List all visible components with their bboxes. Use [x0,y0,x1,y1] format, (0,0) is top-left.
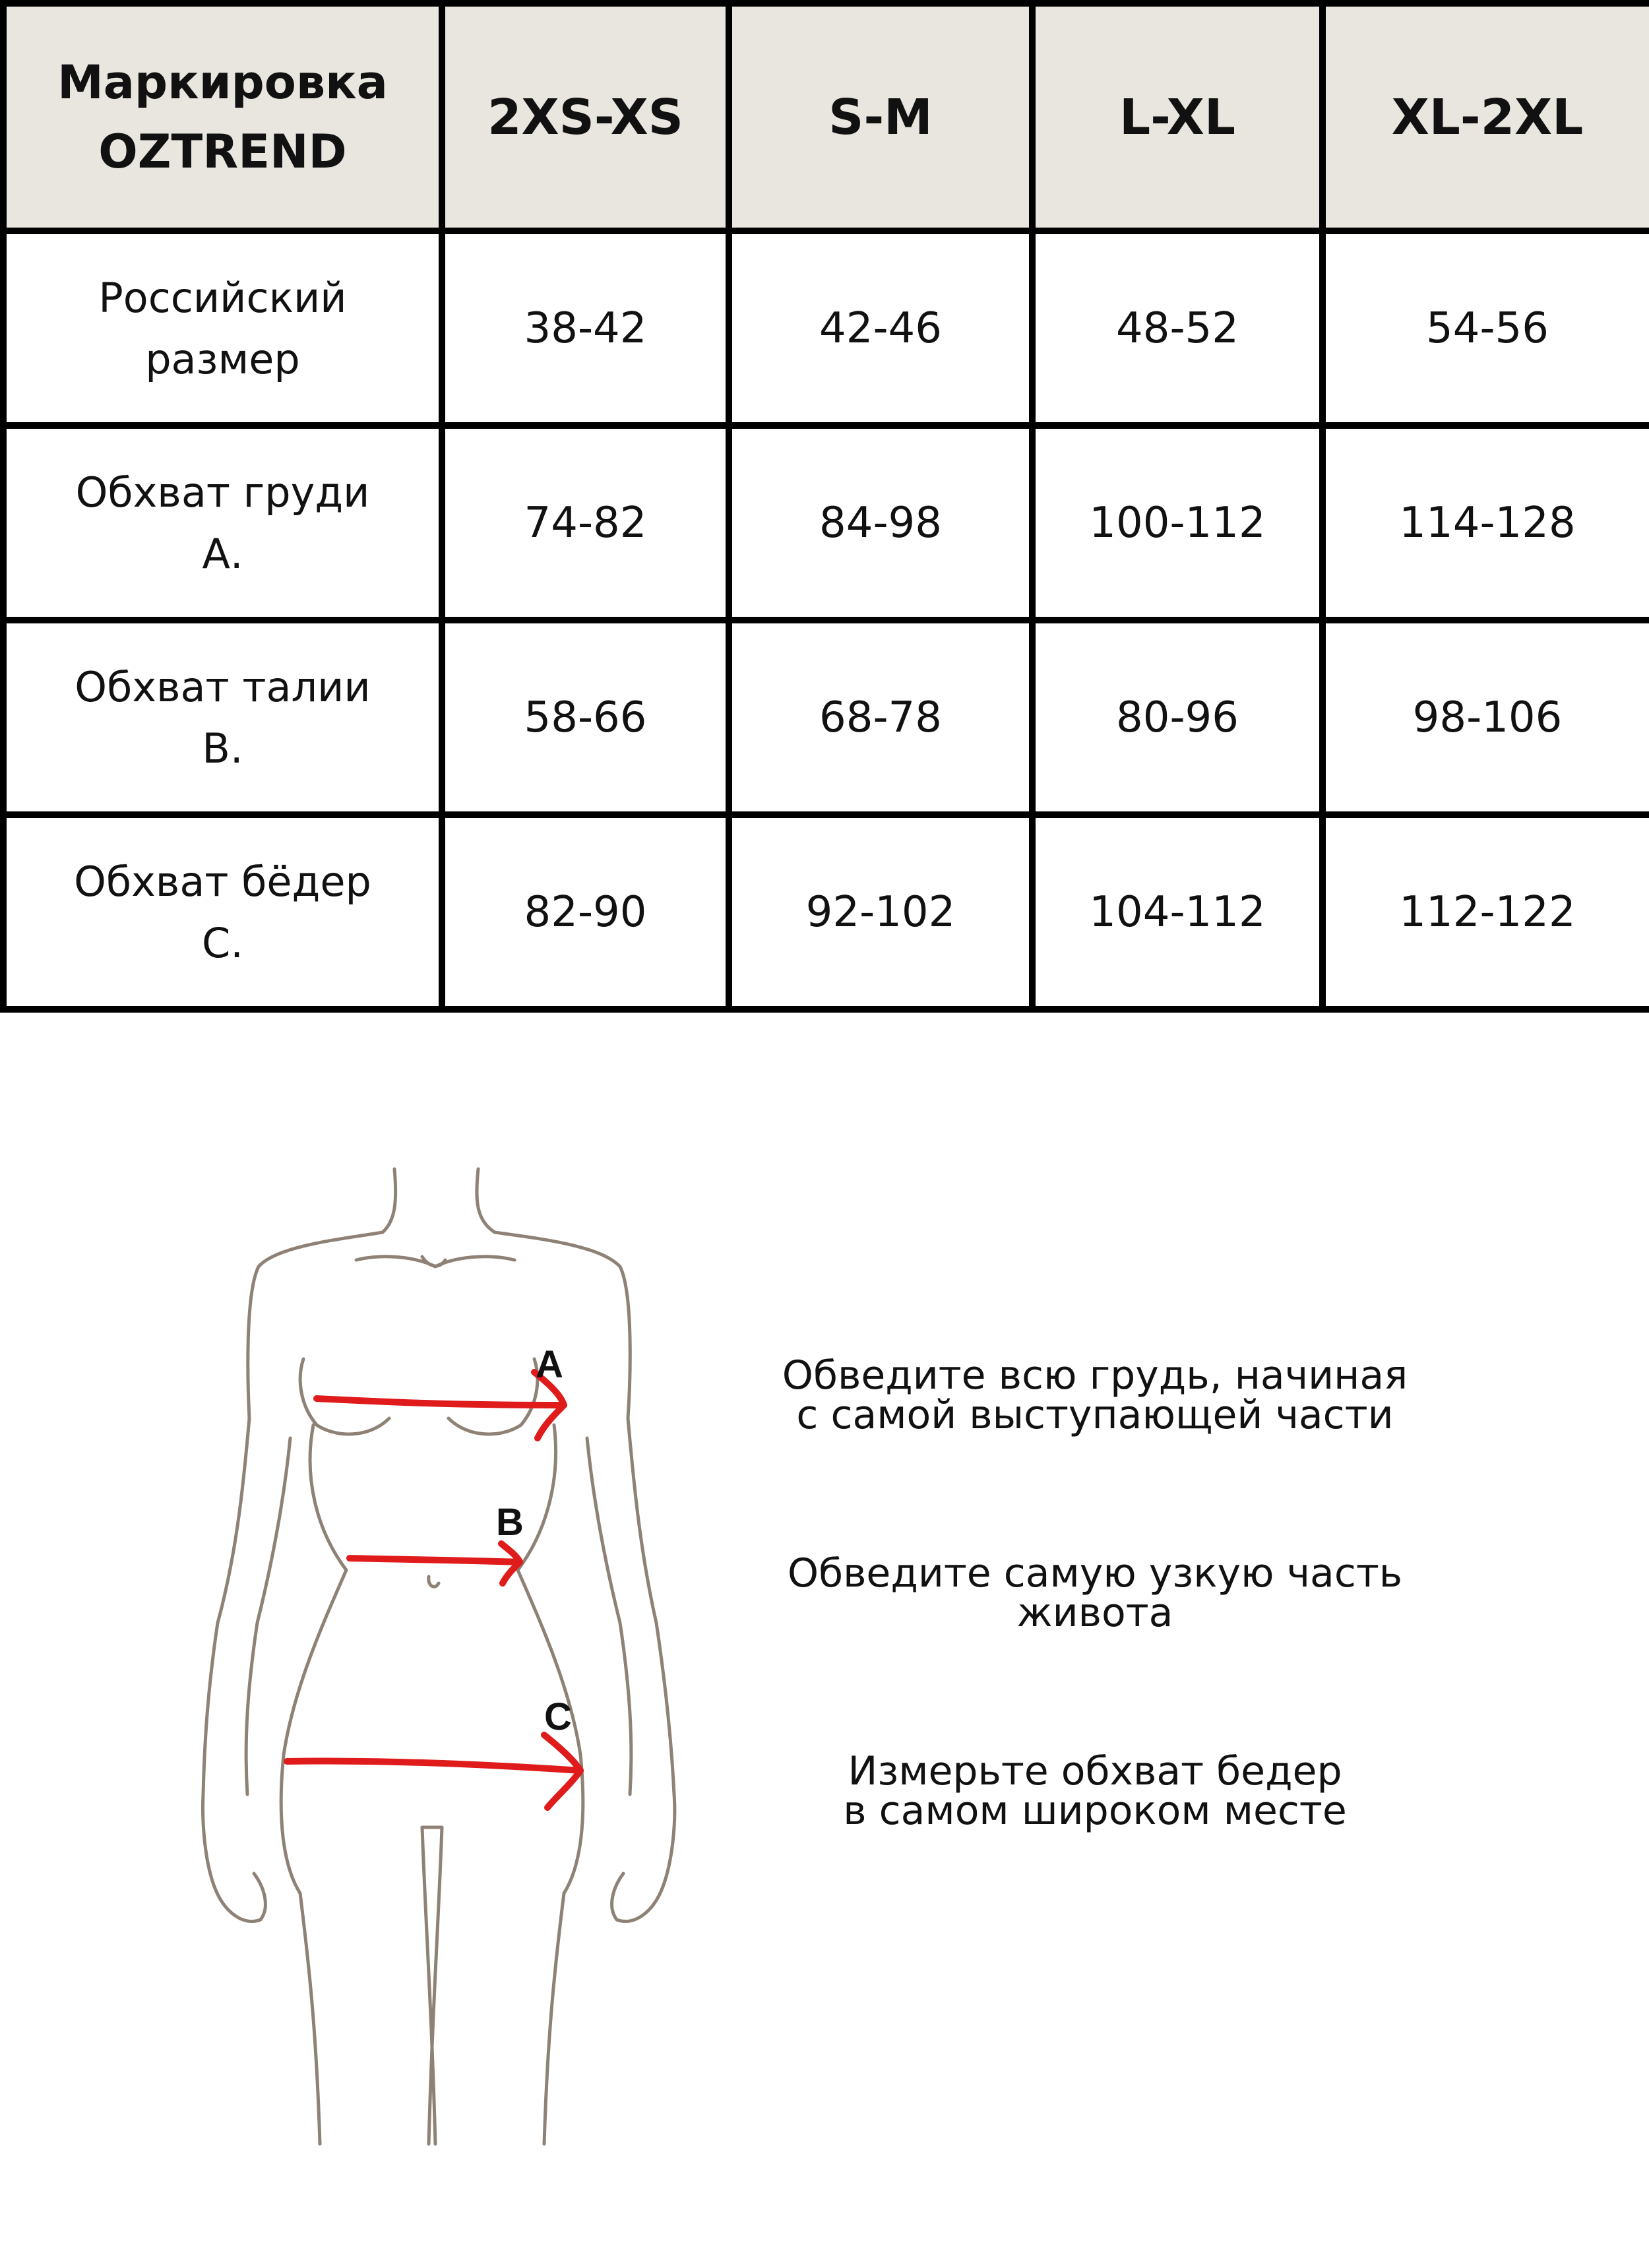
instruction-waist-line-1: Обведите самую узкую часть [787,1550,1403,1596]
column-header-s-m: S-M [729,3,1032,231]
table-cell: 48-52 [1032,231,1322,425]
row-label-line-2: В. [202,724,243,772]
table-cell: 42-46 [729,231,1032,425]
table-cell: 74-82 [442,425,729,620]
size-table [0,0,1649,1013]
table-cell: 92-102 [729,815,1032,1009]
instruction-waist [699,1550,1491,1636]
row-label-line-2: С. [202,918,243,967]
row-label-line-2: А. [202,529,243,578]
arrow-a [317,1372,564,1438]
table-cell: 104-112 [1032,815,1322,1009]
row-label-cell [3,231,442,425]
table-cell: 114-128 [1322,425,1649,620]
instruction-waist-line-2: живота [1016,1590,1173,1636]
marker-a: A [536,1343,563,1386]
table-cell: 98-106 [1322,620,1649,815]
row-label-line-1: Обхват груди [75,468,370,517]
header-label-cell [3,3,442,231]
row-label-line-1: Обхват бёдер [74,857,371,906]
body-outline [203,1169,675,2144]
column-header-xl-2xl: XL-2XL [1322,3,1649,231]
table-cell: 82-90 [442,815,729,1009]
column-header-l-xl: L-XL [1032,3,1322,231]
arrow-c [287,1735,580,1808]
instruction-hips-line-1: Измерьте обхват бедер [848,1748,1342,1794]
marker-b: B [496,1501,524,1544]
arrow-b [350,1544,520,1583]
table-cell: 80-96 [1032,620,1322,815]
row-label-line-2: размер [145,334,300,383]
marker-c: C [544,1695,572,1738]
header-label-line-1: Маркировка [57,55,388,110]
row-label-line-1: Обхват талии [75,662,371,711]
table-row-chest [3,425,1649,620]
table-cell: 38-42 [442,231,729,425]
row-label-line-1: Российский [98,273,347,322]
table-row-russian-size [3,231,1649,425]
table-cell: 84-98 [729,425,1032,620]
table-cell: 58-66 [442,620,729,815]
header-row [3,3,1649,231]
table-row-waist [3,620,1649,815]
instruction-chest-line-2: с самой выступающей части [796,1392,1394,1438]
table-cell: 100-112 [1032,425,1322,620]
instruction-hips [699,1748,1491,1834]
row-label-cell [3,815,442,1009]
instruction-chest [699,1352,1491,1438]
table-cell: 54-56 [1322,231,1649,425]
header-label-line-2: OZTREND [98,124,347,179]
instruction-hips-line-2: в самом широком месте [843,1788,1347,1834]
table-cell: 112-122 [1322,815,1649,1009]
instruction-chest-line-1: Обведите всю грудь, начиная [782,1352,1408,1399]
row-label-cell [3,620,442,815]
row-label-cell [3,425,442,620]
column-header-2xs-xs: 2XS-XS [442,3,729,231]
table-row-hips [3,815,1649,1009]
measurement-arrows [287,1372,580,1808]
table-cell: 68-78 [729,620,1032,815]
body-measurement-figure [185,1161,699,2151]
